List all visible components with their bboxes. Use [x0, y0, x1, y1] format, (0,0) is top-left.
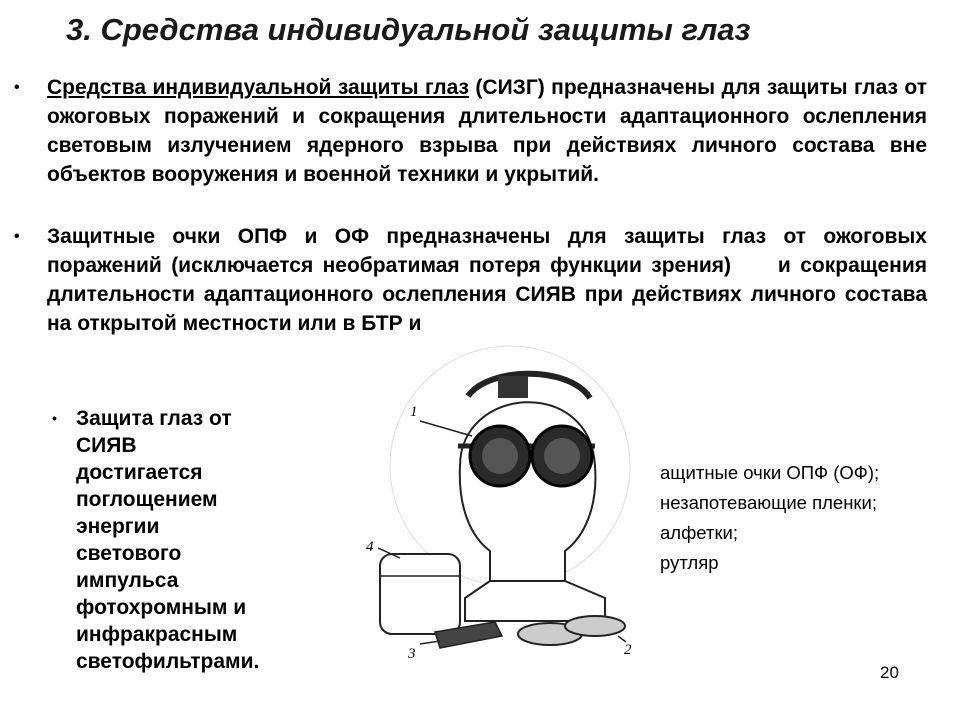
bullet-text: Защитные очки ОПФ и ОФ предназначены для защиты глаз от ожоговых поражений (исключается необратимая потеря функции зрения) и сокращения длительности адаптационного ослепления СИЯВ при действиях личного состава на открытой местности или в БТР и [47, 225, 933, 335]
sub-bullet-line: светового [76, 542, 182, 565]
legend-item: алфетки; [660, 522, 739, 543]
page-title: 3. Средства индивидуальной защиты глаз [66, 12, 751, 47]
sub-bullet-line: фотохромным и [76, 596, 247, 619]
label-2: 2 [624, 642, 632, 658]
legend-item: ащитные очки ОПФ (ОФ); [660, 462, 880, 483]
page-number: 20 [880, 663, 899, 682]
sub-bullet-line: светофильтрами. [76, 650, 260, 673]
label-1: 1 [410, 404, 418, 420]
sub-bullet-line: инфракрасным [76, 623, 238, 646]
sub-bullet-line: СИЯВ [76, 434, 137, 457]
sub-bullet-item [52, 405, 352, 675]
bullet-text [47, 73, 927, 189]
bullet-item-2 [14, 222, 933, 338]
sub-bullet-line: импульса [76, 569, 179, 592]
sub-bullet-line: поглощением [76, 488, 218, 511]
sub-bullet-line: достигается [76, 461, 203, 484]
goggles-illustration [340, 336, 670, 720]
sub-bullet-line: Защита глаз от [76, 407, 232, 430]
bullet-marker: • [52, 410, 57, 426]
bullet-marker: • [14, 228, 20, 245]
legend-item: рутляр [660, 552, 719, 573]
bullet-item-1 [14, 73, 927, 189]
label-3: 3 [408, 646, 416, 662]
term-definition: (СИЗГ) предназначены для защиты глаз от ожоговых поражений и сокращения длительности адаптационного ослепления световым излучением ядерного взрыва при действиях личного состава вне объектов вооружения и военной техники и укрытий. [47, 76, 927, 186]
label-4: 4 [366, 539, 374, 555]
illustration-legend [660, 458, 879, 578]
term-underlined: Средства индивидуальной защиты глаз [47, 76, 469, 99]
bullet-marker: • [14, 79, 20, 96]
sub-bullet-text [76, 405, 352, 675]
sub-bullet-line: энергии [76, 515, 160, 538]
legend-item: незапотевающие пленки; [660, 492, 877, 513]
